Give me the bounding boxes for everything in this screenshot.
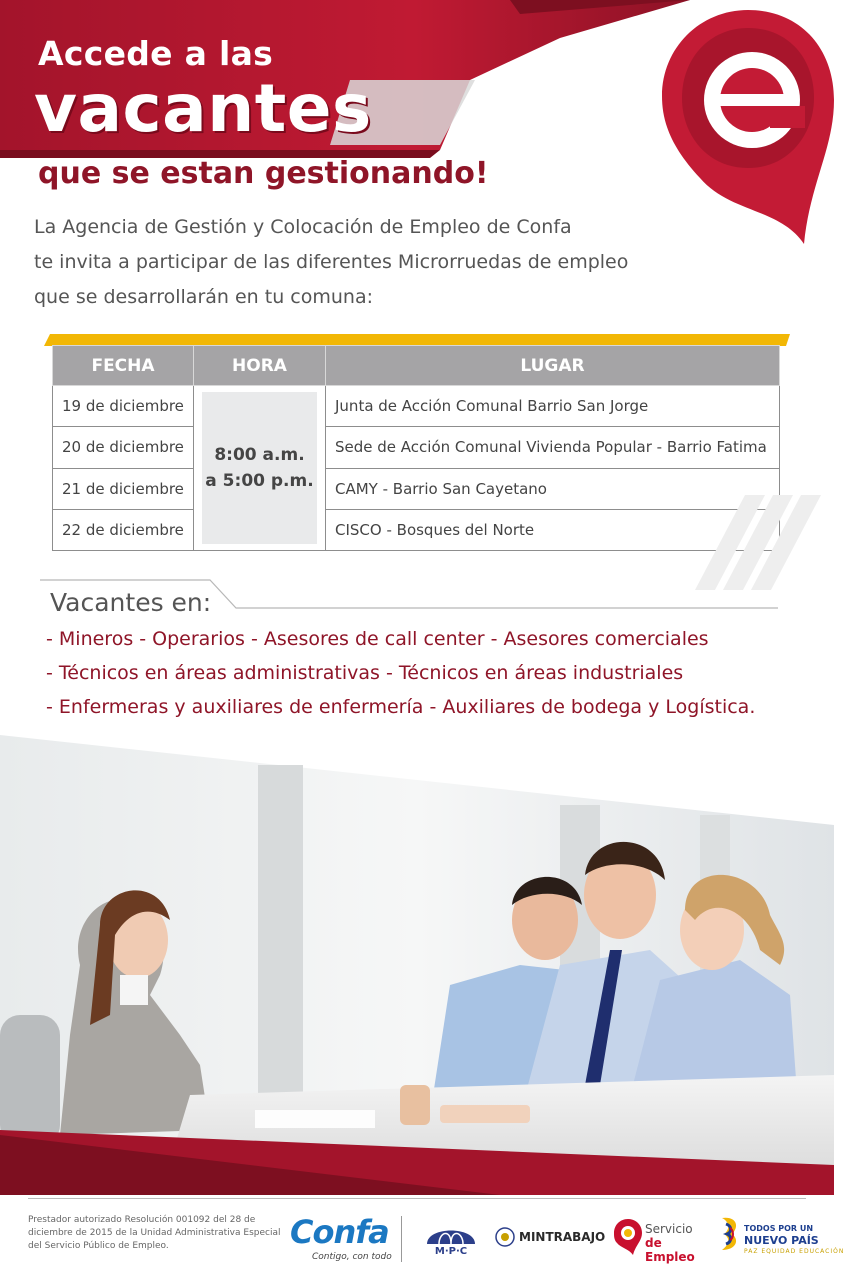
legal-notice: Prestador autorizado Resolución 001092 del 28 de diciembre de 2015 de la Unidad Administrativa Especial del Servicio Público de Empleo. xyxy=(28,1215,281,1251)
lugar-cell: CAMY - Barrio San Cayetano xyxy=(326,468,780,509)
lugar-cell: Sede de Acción Comunal Vivienda Popular - Barrio Fatima xyxy=(326,427,780,468)
col-hora: HORA xyxy=(194,346,326,386)
mpc-text: M·P·C xyxy=(434,1246,468,1257)
footer-separator xyxy=(401,1216,402,1262)
intro-paragraph xyxy=(34,210,674,315)
coat-of-arms-icon xyxy=(495,1227,515,1247)
list-item: - Técnicos en áreas administrativas - Técnicos en áreas industriales xyxy=(46,662,684,684)
nuevo-pais-logo xyxy=(718,1214,844,1260)
intro-line: La Agencia de Gestión y Colocación de Empleo de Confa xyxy=(34,216,572,238)
mpc-logo xyxy=(422,1218,480,1260)
table-row xyxy=(53,427,780,468)
table-row xyxy=(53,386,780,427)
nuevo-pais-line3: PAZ EQUIDAD EDUCACIÓN xyxy=(744,1248,844,1255)
servicio-line1: Servicio xyxy=(645,1222,693,1236)
hora-end: a 5:00 p.m. xyxy=(205,471,314,491)
mintrabajo-logo xyxy=(495,1227,605,1247)
col-fecha: FECHA xyxy=(53,346,194,386)
confa-logo xyxy=(290,1213,400,1268)
confa-tagline: Contigo, con todo xyxy=(312,1252,392,1262)
table-row xyxy=(53,468,780,509)
headline-accede: Accede a las xyxy=(38,34,274,73)
lugar-cell: CISCO - Bosques del Norte xyxy=(326,509,780,550)
footer-divider xyxy=(28,1198,806,1199)
fecha-cell: 22 de diciembre xyxy=(53,509,194,550)
lugar-cell: Junta de Acción Comunal Barrio San Jorge xyxy=(326,386,780,427)
fecha-cell: 20 de diciembre xyxy=(53,427,194,468)
col-lugar: LUGAR xyxy=(326,346,780,386)
list-item: - Enfermeras y auxiliares de enfermería - Auxiliares de bodega y Logística. xyxy=(46,696,756,718)
mintrabajo-text: MINTRABAJO xyxy=(519,1230,606,1244)
vacancies-title: Vacantes en: xyxy=(50,588,212,617)
table-header-row xyxy=(53,346,780,386)
flag-swoosh-icon xyxy=(718,1214,742,1254)
headline-vacantes: vacantes xyxy=(34,70,372,147)
hora-start: 8:00 a.m. xyxy=(214,445,305,465)
nuevo-pais-line2: NUEVO PAÍS xyxy=(744,1234,819,1247)
confa-name: Confa xyxy=(290,1213,389,1251)
servicio-line2: de Empleo xyxy=(645,1236,695,1264)
servicio-empleo-pin-logo xyxy=(660,8,836,248)
servicio-pin-icon xyxy=(613,1218,643,1256)
table-row xyxy=(53,509,780,550)
hora-box xyxy=(202,392,317,544)
headline-gestionando: que se estan gestionando! xyxy=(38,156,489,191)
intro-line: que se desarrollarán en tu comuna: xyxy=(34,286,373,308)
schedule-table xyxy=(52,345,780,551)
nuevo-pais-line1: TODOS POR UN xyxy=(744,1224,814,1233)
decorative-stripes xyxy=(695,495,825,590)
fecha-cell: 19 de diciembre xyxy=(53,386,194,427)
list-item: - Mineros - Operarios - Asesores de call center - Asesores comerciales xyxy=(46,628,709,650)
interview-photo xyxy=(0,735,834,1195)
hora-cell xyxy=(194,386,326,551)
vacancies-list xyxy=(46,622,806,724)
servicio-empleo-logo xyxy=(613,1218,713,1264)
mpc-umbrella-icon xyxy=(422,1218,480,1248)
intro-line: te invita a participar de las diferentes Microrruedas de empleo xyxy=(34,251,629,273)
fecha-cell: 21 de diciembre xyxy=(53,468,194,509)
